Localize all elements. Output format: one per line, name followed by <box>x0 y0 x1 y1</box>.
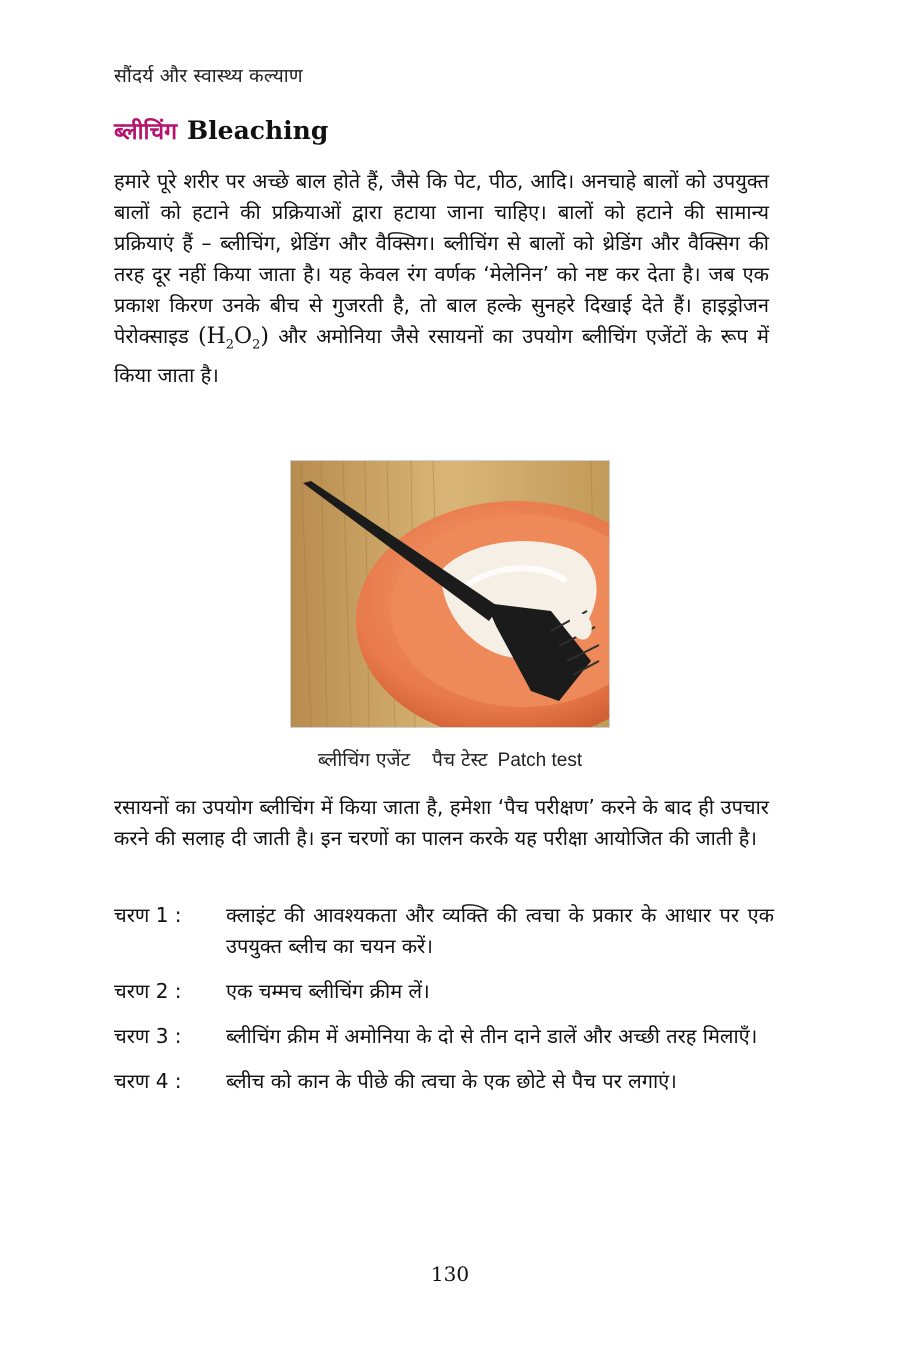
step-label: चरण 2 : <box>114 979 182 1003</box>
formula-sub1: 2 <box>225 337 235 353</box>
formula-mid: O <box>234 324 253 349</box>
steps-list <box>114 900 774 1111</box>
patch-test-paragraph: रसायनों का उपयोग ब्लीचिंग में किया जाता है, हमेशा ‘पैच परीक्षण’ करने के बाद ही उपचार करने की सलाह दी जाती है। इन चरणों का पालन करके यह परीक्षा आयोजित की जाती है। <box>114 795 769 850</box>
step-text: क्लाइंट की आवश्यकता और व्यक्ति की त्वचा के प्रकार के आधार पर एक उपयुक्त ब्लीच का चयन करें। <box>226 903 774 958</box>
caption-hindi-2: पैच टेस्ट <box>432 749 488 771</box>
intro-text-part1: हमारे पूरे शरीर पर अच्छे बाल होते हैं, जैसे कि पेट, पीठ, आदि। अनचाहे बालों को उपयुक्त बालों को हटाने की प्रक्रियाओं द्वारा हटाया जाना चाहिए। बालों को हटाने की सामान्य प्रक्रियाएं हैं – ब्लीचिंग, थ्रेडिंग और वैक्सिग। ब्लीचिंग से बालों को थ्रेडिंग और वैक्सिग की तरह दूर नहीं किया जाता है। यह केवल रंग वर्णक ‘मेलेनिन’ को नष्ट कर देता है। जब एक प्रकाश किरण उनके बीच से गुजरती है, तो बाल हल्के सुनहरे दिखाई देते हैं। हाइड्रोजन पेरोक्साइड <box>114 169 769 348</box>
step-item <box>114 1066 774 1097</box>
formula-sub2: 2 <box>252 337 261 353</box>
intro-text-part2: और अमोनिया जैसे रसायनों का उपयोग ब्लीचिंग एजेंटों के रूप में किया जाता है। <box>114 324 769 388</box>
step-text: ब्लीचिंग क्रीम में अमोनिया के दो से तीन दाने डालें और अच्छी तरह मिलाएँ। <box>226 1024 758 1048</box>
running-header: सौंदर्य और स्वास्थ्य कल्याण <box>114 65 303 87</box>
bleaching-photo <box>290 460 610 728</box>
chemical-formula <box>197 324 269 353</box>
figure-caption <box>0 746 900 772</box>
section-heading <box>114 114 328 146</box>
step-text: ब्लीच को कान के पीछे की त्वचा के एक छोटे से पैच पर लगाएं। <box>226 1069 677 1093</box>
caption-hindi-1: ब्लीचिंग एजेंट <box>317 749 411 771</box>
bleach-bowl-brush-illustration <box>291 461 609 727</box>
formula-open: (H <box>197 324 226 349</box>
step-item <box>114 1021 774 1052</box>
intro-paragraph <box>114 166 769 391</box>
step-item <box>114 976 774 1007</box>
section-title-hindi: ब्लीचिंग <box>114 119 178 145</box>
step-text: एक चम्मच ब्लीचिंग क्रीम लें। <box>226 979 430 1003</box>
caption-english: Patch test <box>497 750 583 771</box>
step-label: चरण 4 : <box>114 1069 182 1093</box>
step-item <box>114 900 774 962</box>
page-number: 130 <box>430 1262 470 1286</box>
step-label: चरण 1 : <box>114 903 182 927</box>
section-title-english: Bleaching <box>187 116 329 145</box>
step-label: चरण 3 : <box>114 1024 182 1048</box>
formula-close: ) <box>260 324 269 349</box>
